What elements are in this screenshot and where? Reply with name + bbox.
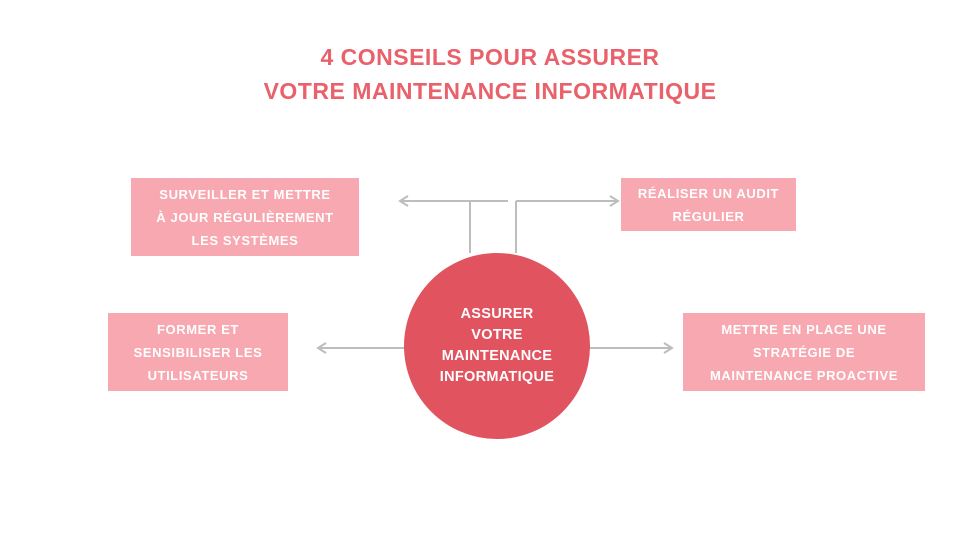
page-title bbox=[0, 40, 980, 108]
center-node-line-3: MAINTENANCE bbox=[441, 348, 553, 364]
tip-box-top-left-label bbox=[156, 183, 333, 252]
arrow-left bbox=[310, 338, 410, 358]
tip-box-bottom-left[interactable] bbox=[108, 313, 288, 391]
tip-box-bottom-right-label bbox=[710, 318, 898, 387]
tip-box-top-right-line-1: RÉALISER UN AUDIT bbox=[637, 185, 780, 201]
arrow-top-right bbox=[508, 195, 628, 265]
tip-box-bottom-left-line-1: FORMER ET bbox=[157, 321, 239, 337]
center-node-label bbox=[440, 304, 555, 388]
tip-box-top-right-line-2: RÉGULIER bbox=[672, 208, 745, 224]
center-node-line-2: VOTRE bbox=[471, 327, 523, 343]
arrow-right bbox=[580, 338, 680, 358]
tip-box-bottom-right-line-2: STRATÉGIE DE bbox=[752, 344, 856, 360]
tip-box-bottom-left-line-2: SENSIBILISER LES bbox=[133, 344, 263, 360]
tip-box-bottom-left-label bbox=[134, 318, 263, 387]
tip-box-bottom-left-line-3: UTILISATEURS bbox=[147, 367, 249, 383]
tip-box-top-left[interactable] bbox=[131, 178, 359, 256]
center-node[interactable] bbox=[404, 253, 590, 439]
tip-box-top-left-line-3: LES SYSTÈMES bbox=[191, 232, 299, 248]
tip-box-top-left-line-2: À JOUR RÉGULIÈREMENT bbox=[156, 209, 334, 225]
tip-box-bottom-right-line-3: MAINTENANCE PROACTIVE bbox=[709, 367, 899, 383]
tip-box-top-right-label bbox=[638, 182, 779, 228]
center-node-line-1: ASSURER bbox=[460, 306, 534, 322]
page-title-line-1: 4 CONSEILS POUR ASSURER bbox=[320, 44, 660, 70]
page-title-line-2: VOTRE MAINTENANCE INFORMATIQUE bbox=[263, 78, 717, 104]
tip-box-top-left-line-1: SURVEILLER ET METTRE bbox=[159, 186, 331, 202]
tip-box-top-right[interactable] bbox=[621, 178, 796, 231]
tip-box-bottom-right-line-1: METTRE EN PLACE UNE bbox=[721, 321, 887, 337]
tip-box-bottom-right[interactable] bbox=[683, 313, 925, 391]
center-node-line-4: INFORMATIQUE bbox=[439, 369, 555, 385]
